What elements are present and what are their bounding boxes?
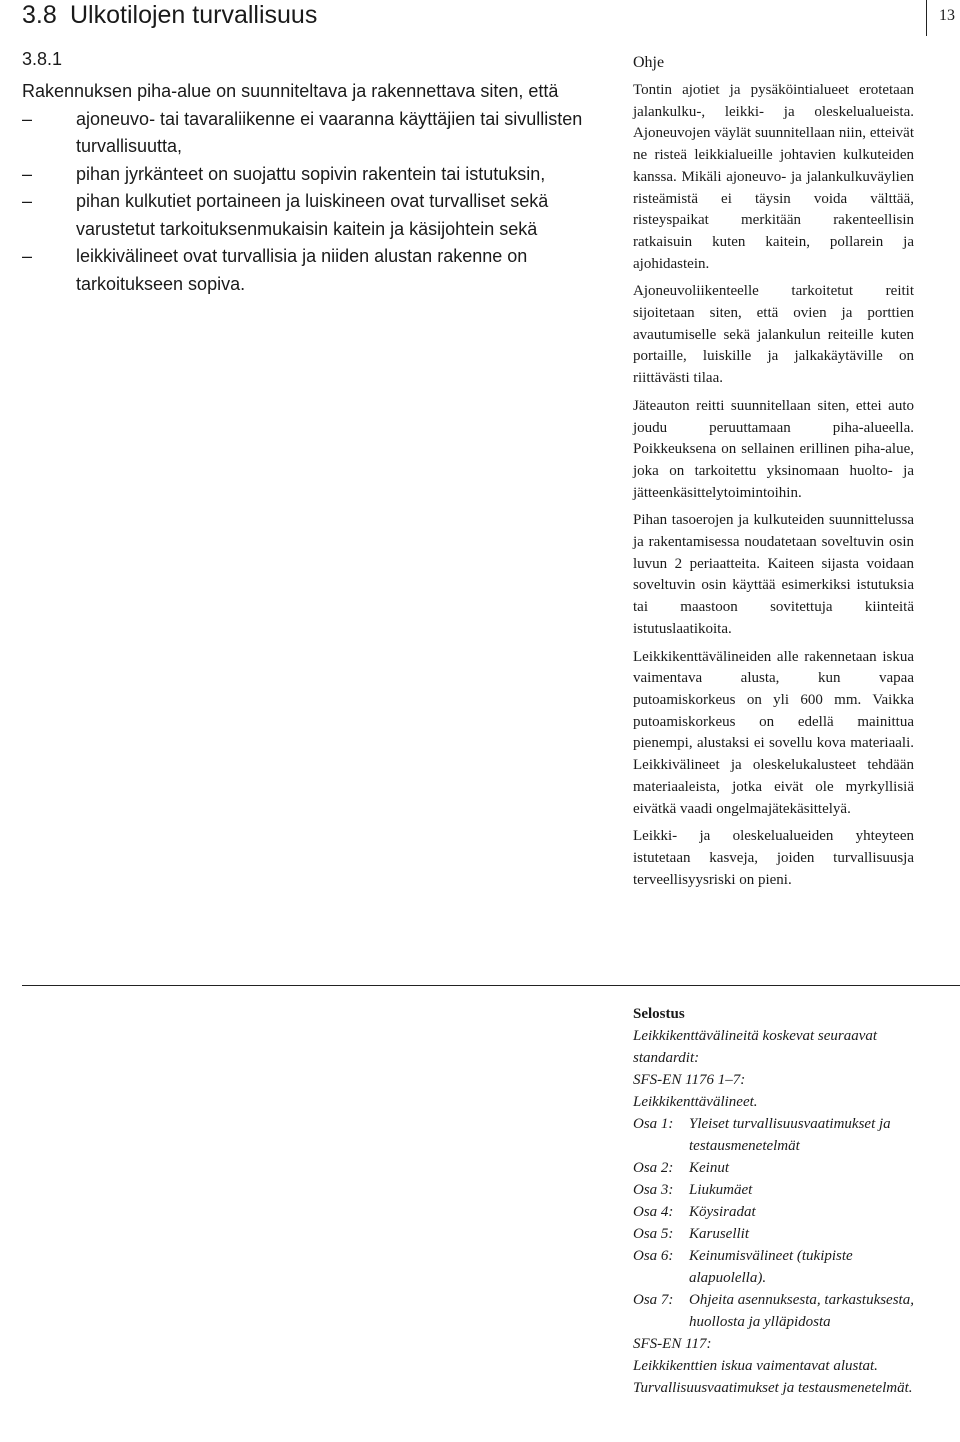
standard-part (633, 1289, 923, 1333)
part-label: Osa 7: (633, 1292, 674, 1308)
guidance-paragraph: Jäteauton reitti suunnitellaan siten, ettei auto joudu peruuttamaan piha-alueella. Poikkeuksena on sellainen erillinen piha-alue, joka on tarkoitettu yksinomaan huolto- ja jätteenkäsittelytoimintoihin. (633, 397, 914, 501)
list-item-text: pihan jyrkänteet on suojattu sopivin rakentein tai istutuksin, (76, 163, 546, 184)
guidance-paragraph: Pihan tasoerojen ja kulkuteiden suunnittelussa ja rakentamisessa noudatetaan soveltuvin osin luvun 2 periaatteita. Kaiteen sijasta voidaan soveltuvin osin käyttää esimerkiksi istutuksia tai maastoon sovitettuja kiinteitä istutuslaatikoita. (633, 512, 914, 637)
list-item (22, 106, 610, 161)
guidance-paragraph: Leikkikenttävälineiden alle rakennetaan iskua vaimentava alusta, kun vapaa putoamiskorkeus on yli 600 mm. Vaikka putoamiskorkeus on edellä mainittua pienempi, alustaksi ei sovellu kova materiaali. Leikkivälineet ja oleskelukalusteet tehdään materiaaleista, jotka eivät ole myrkyllisiä eivätkä vaadi ongelmajätekäsittelyä. (633, 648, 914, 817)
guidance-column (633, 52, 914, 897)
dash-bullet: – (22, 108, 33, 129)
dash-bullet: – (22, 191, 33, 211)
part-text: Liukumäet (689, 1182, 753, 1198)
section-divider (22, 985, 960, 986)
regulation-intro: Rakennuksen piha-alue on suunniteltava ja rakennettava siten, että (22, 81, 559, 101)
list-item (22, 161, 610, 189)
part-text: Ohjeita asennuksesta, tarkastuksesta, huollosta ja ylläpidosta (689, 1292, 914, 1330)
standard-name: Leikkikenttävälineet. (633, 1094, 758, 1110)
list-item-text: leikkivälineet ovat turvallisia ja niiden alustan rakenne on tarkoitukseen sopiva. (76, 246, 528, 294)
guidance-paragraph: Ajoneuvoliikenteelle tarkoitetut reitit sijoitetaan siten, että ovien ja porttien avautumiselle sekä jalankulun reiteille kuten portaille, luiskille ja jalkakäytäville on riittävästi tilaa. (633, 283, 914, 387)
standard-description: Leikkikenttien iskua vaimentavat alustat. Turvallisuusvaatimukset ja testausmenetelmät. (633, 1358, 913, 1396)
standard-code: SFS-EN 117: (633, 1336, 712, 1352)
section-title (22, 0, 317, 30)
part-text: Karusellit (689, 1226, 750, 1242)
explanation-intro: Leikkikenttävälineitä koskevat seuraavat standardit: (633, 1028, 878, 1066)
standard-part (633, 1113, 923, 1157)
guidance-paragraph: Leikki- ja oleskelualueiden yhteyteen istutetaan kasveja, joiden turvallisuusja terveellisyysriski on pieni. (633, 828, 914, 888)
explanation-column (633, 1003, 923, 1399)
part-label: Osa 6: (633, 1248, 674, 1264)
header-divider (926, 0, 927, 36)
list-item-text: pihan kulkutiet portaineen ja luiskineen ovat turvalliset sekä varustetut tarkoituksenmukaisin kaitein ja käsijohtein sekä (76, 191, 549, 239)
explanation-heading: Selostus (633, 1006, 685, 1022)
guidance-heading: Ohje (633, 54, 665, 71)
part-text: Köysiradat (689, 1204, 756, 1220)
part-label: Osa 4: (633, 1204, 674, 1220)
list-item (22, 243, 610, 298)
part-label: Osa 3: (633, 1182, 674, 1198)
list-item (22, 188, 610, 243)
standard-part (633, 1179, 923, 1201)
standard-part (633, 1245, 923, 1289)
guidance-paragraph: Tontin ajotiet ja pysäköintialueet erotetaan jalankulku-, leikki- ja oleskelualueista. Ajoneuvojen väylät suunnitellaan niin, etteivät ne risteä leikkialueille johtavien kulkuteiden kanssa. Mikäli ajoneuvo- ja jalankulkuväylien risteämistä ei täysin voida välttää, risteyspaikat merkitään rakenteellisin ratkaisuin kuten kaitein, pollarein ja ajohidastein. (633, 82, 914, 272)
part-text: Keinut (689, 1160, 729, 1176)
standard-code: SFS-EN 1176 1–7: (633, 1072, 746, 1088)
dash-bullet: – (22, 163, 33, 184)
standard-part (633, 1201, 923, 1223)
list-item-text: ajoneuvo- tai tavaraliikenne ei vaaranna käyttäjien tai sivullisten turvallisuutta, (76, 108, 583, 156)
page-number: 13 (939, 7, 955, 24)
regulation-list (22, 106, 610, 299)
part-label: Osa 1: (633, 1116, 674, 1132)
standard-part (633, 1157, 923, 1179)
part-label: Osa 5: (633, 1226, 674, 1242)
dash-bullet: – (22, 246, 33, 266)
regulation-text (22, 78, 610, 298)
standard-part (633, 1223, 923, 1245)
section-title-text: Ulkotilojen turvallisuus (70, 1, 318, 29)
part-label: Osa 2: (633, 1160, 674, 1176)
subsection-number: 3.8.1 (22, 49, 63, 69)
part-text: Yleiset turvallisuusvaatimukset ja testausmenetelmät (689, 1116, 891, 1154)
part-text: Keinumisvälineet (tukipiste alapuolella). (689, 1248, 853, 1286)
section-number: 3.8 (22, 1, 57, 29)
